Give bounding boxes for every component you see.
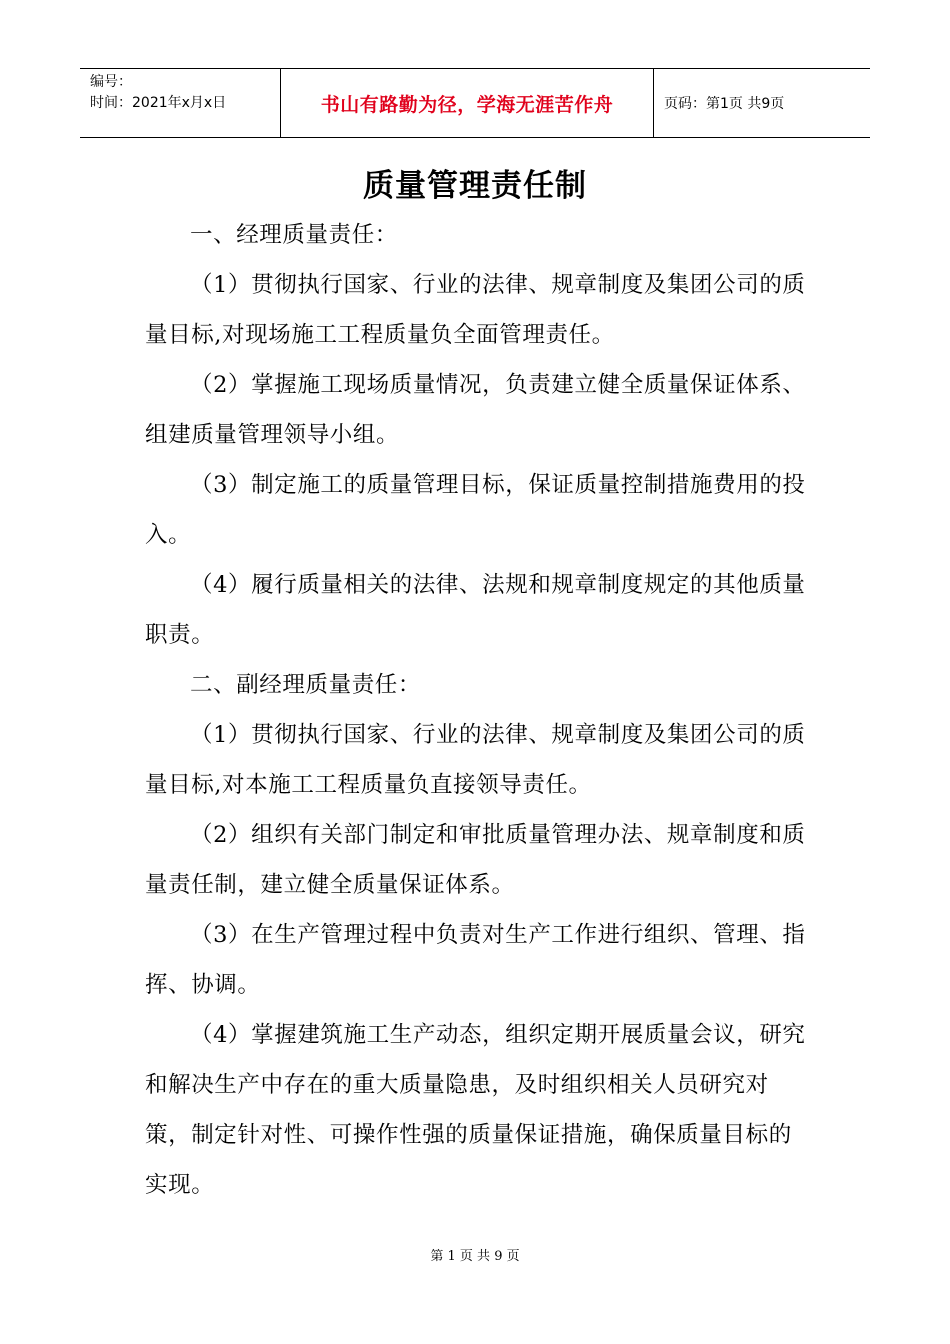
time-label: 时间：2021年x月x日 [90,95,227,111]
page-info-text: 页码：第1页 共9页 [664,96,785,112]
document-title: 质量管理责任制 [363,168,587,204]
paragraph: （3）在生产管理过程中负责对生产工作进行组织、管理、指挥、协调。 [145,922,806,998]
paragraph: （2）掌握施工现场质量情况，负责建立健全质量保证体系、组建质量管理领导小组。 [145,372,806,448]
header-page-info [654,69,870,137]
document-body [145,210,810,1210]
header-meta [80,69,280,137]
paragraph: （4）掌握建筑施工生产动态，组织定期开展质量会议，研究和解决生产中存在的重大质量隐患，及时组织相关人员研究对策，制定针对性、可操作性强的质量保证措施，确保质量目标的实现。 [145,1022,806,1198]
header-motto-cell [280,69,654,137]
section-heading: 二、副经理质量责任： [190,672,422,698]
section-heading: 一、经理质量责任： [190,222,398,248]
paragraph: （2）组织有关部门制定和审批质量管理办法、规章制度和质量责任制，建立健全质量保证体系。 [145,822,806,898]
paragraph: （4）履行质量相关的法律、法规和规章制度规定的其他质量职责。 [145,572,806,648]
paragraph: （1）贯彻执行国家、行业的法律、规章制度及集团公司的质量目标,对现场施工工程质量负全面管理责任。 [145,272,806,348]
number-label: 编号： [90,74,132,90]
paragraph: （1）贯彻执行国家、行业的法律、规章制度及集团公司的质量目标,对本施工工程质量负直接领导责任。 [145,722,806,798]
motto-text: 书山有路勤为径，学海无涯苦作舟 [320,93,614,116]
page-header [80,68,870,138]
paragraph: （3）制定施工的质量管理目标，保证质量控制措施费用的投入。 [145,472,806,548]
page-footer: 第 1 页 共 9 页 [430,1249,520,1264]
